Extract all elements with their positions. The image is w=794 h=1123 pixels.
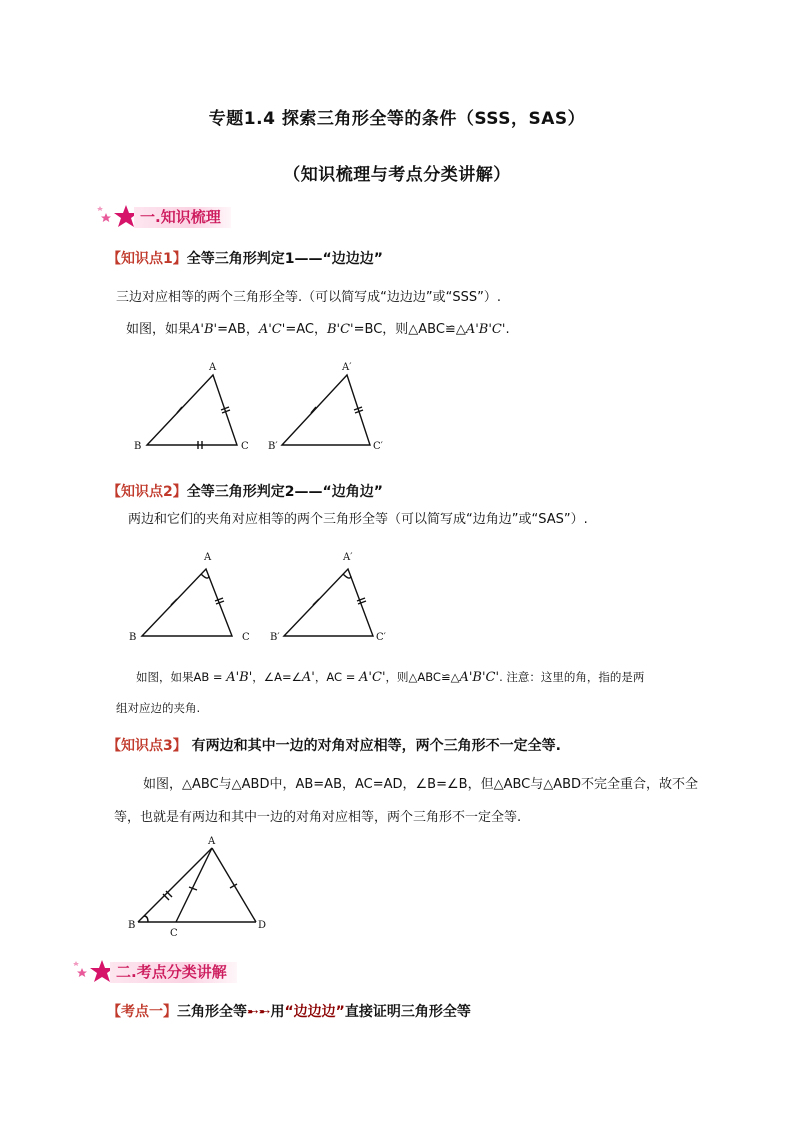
label-A: A [208, 836, 216, 847]
page-title: 专题1.4 探索三角形全等的条件（SSS，SAS） [208, 109, 586, 129]
label-C: C [242, 632, 250, 643]
label-A-prime: A′ [342, 362, 352, 373]
label-A-prime: A′ [343, 552, 353, 563]
knowledge-point-3-heading: 【知识点3】 有两边和其中一边的对角对应相等，两个三角形不一定全等. [107, 738, 561, 754]
kp-heading-text: 全等三角形判定2——“边角边” [186, 484, 383, 500]
section-label: 二.考点分类讲解 [110, 962, 237, 983]
knowledge-point-1-heading: 【知识点1】全等三角形判定1——“边边边” [107, 251, 383, 267]
arrow-icon: ➸➸ [247, 1004, 271, 1020]
label-C-prime: C′ [373, 441, 383, 452]
kp2-definition: 两边和它们的夹角对应相等的两个三角形全等（可以简写成“边角边”或“SAS”）. [128, 512, 588, 527]
label-B: B [129, 632, 137, 643]
kp3-explanation-line1: 如图，△ABC与△ABD中，AB=AB，AC=AD，∠B=∠B，但△ABC与△ABD不完全重合，故不全 [143, 777, 699, 792]
label-D: D [258, 920, 267, 931]
knowledge-point-2-heading: 【知识点2】全等三角形判定2——“边角边” [107, 484, 383, 500]
label-B: B [128, 920, 136, 931]
kp-heading-text: 有两边和其中一边的对角对应相等，两个三角形不一定全等. [186, 738, 561, 754]
label-C: C [241, 441, 249, 452]
kp-tag: 知识点2 [121, 484, 173, 500]
kp2-note-continued: 组对应边的夹角. [116, 701, 201, 715]
kp2-example: 如图，如果AB = A'B'，∠A=∠A'，AC = A'C'，则△ABC≌△A'B'C'. 注意：这里的角，指的是两 [136, 670, 645, 685]
kp-tag: 知识点1 [121, 251, 173, 267]
label-C-prime: C′ [376, 632, 386, 643]
label-B: B [134, 441, 142, 452]
label-A: A [209, 362, 217, 373]
label-C: C [170, 928, 178, 939]
figure-ssa-counterexample [120, 832, 280, 942]
kp-tag: 知识点3 [121, 738, 173, 754]
figure-sss-triangles [125, 355, 415, 455]
kp-heading-text: 全等三角形判定1——“边边边” [186, 251, 383, 267]
figure-sas-triangles [125, 545, 415, 645]
section-label: 一.知识梳理 [134, 207, 231, 228]
kd-tag: 考点一 [121, 1004, 163, 1020]
section-header-exam-points [72, 958, 272, 986]
label-A: A [204, 552, 212, 563]
kp3-explanation-line2: 等，也就是有两边和其中一边的对角对应相等，两个三角形不一定全等. [114, 810, 522, 825]
page-subtitle: （知识梳理与考点分类讲解） [283, 165, 511, 185]
section-header-knowledge [96, 203, 276, 231]
kp1-example: 如图，如果A'B'=AB，A'C'=AC，B'C'=BC，则△ABC≌△A'B'C'. [126, 322, 510, 337]
label-B-prime: B′ [270, 632, 280, 643]
label-B-prime: B′ [268, 441, 278, 452]
kp1-definition: 三边对应相等的两个三角形全等.（可以简写成“边边边”或“SSS”）. [116, 290, 501, 305]
exam-point-1-heading: 【考点一】三角形全等➸➸用“边边边”直接证明三角形全等 [107, 1004, 471, 1020]
